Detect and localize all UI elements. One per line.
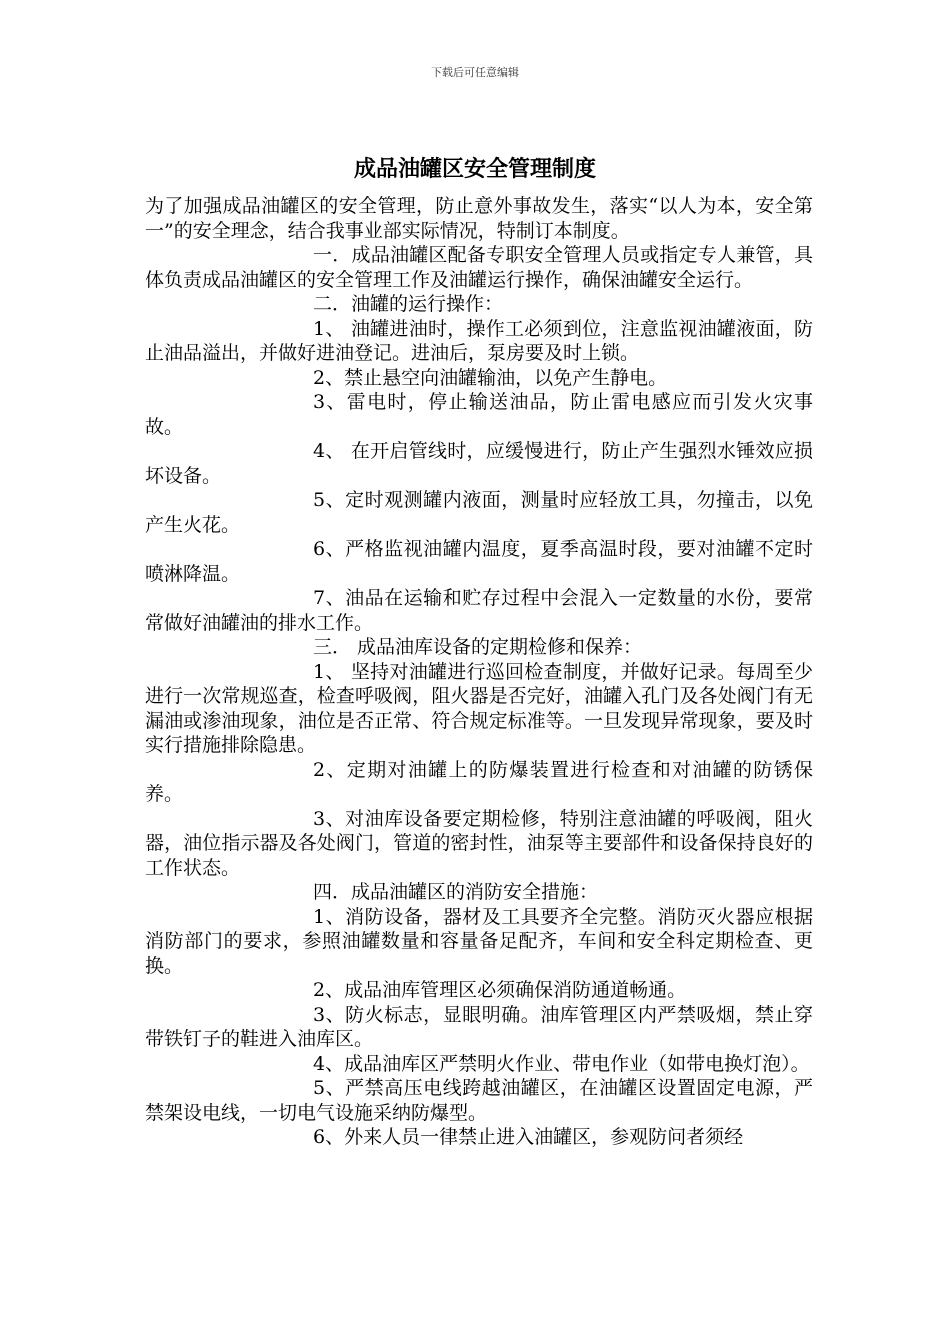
paragraph-item: 2、定期对油罐上的防爆装置进行检查和对油罐的防锈保养。 — [145, 758, 813, 805]
document-body — [145, 194, 813, 1150]
paragraph-item: 3、雷电时，停止输送油品，防止雷电感应而引发火灾事故。 — [145, 391, 813, 438]
paragraph-item: 3、对油库设备要定期检修，特别注意油罐的呼吸阀，阻火器，油位指示器及各处阀门，管道的密封性，油泵等主要部件和设备保持良好的工作状态。 — [145, 807, 813, 879]
paragraph-item: 1、消防设备，器材及工具要齐全完整。消防灭火器应根据消防部门的要求，参照油罐数量和容量备足配齐，车间和安全科定期检查、更换。 — [145, 905, 813, 977]
paragraph-item: 4、 在开启管线时，应缓慢进行，防止产生强烈水锤效应损坏设备。 — [145, 440, 813, 487]
paragraph-section-1: 一．成品油罐区配备专职安全管理人员或指定专人兼管，具体负责成品油罐区的安全管理工作及油罐运行操作，确保油罐安全运行。 — [145, 244, 813, 291]
paragraph-item: 3、防火标志，显眼明确。油库管理区内严禁吸烟，禁止穿带铁钉子的鞋进入油库区。 — [145, 1003, 813, 1050]
paragraph-intro: 为了加强成品油罐区的安全管理，防止意外事故发生，落实“以人为本，安全第一”的安全理念，结合我事业部实际情况，特制订本制度。 — [145, 195, 813, 242]
paragraph-item: 6、外来人员一律禁止进入油罐区，参观防问者须经 — [313, 1126, 744, 1148]
paragraph-item: 5、严禁高压电线跨越油罐区，在油罐区设置固定电源，严禁架设电线，一切电气设施采纳防爆型。 — [145, 1077, 813, 1124]
paragraph-item: 7、油品在运输和贮存过程中会混入一定数量的水份，要常常做好油罐油的排水工作。 — [145, 587, 813, 634]
header-note: 下载后可任意编辑 — [431, 66, 519, 79]
paragraph-item: 5、定时观测罐内液面，测量时应轻放工具，勿撞击，以免产生火花。 — [145, 489, 813, 536]
document-title: 成品油罐区安全管理制度 — [353, 156, 596, 182]
paragraph-section-2-heading: 二．油罐的运行操作： — [313, 293, 504, 315]
paragraph-item: 6、严格监视油罐内温度，夏季高温时段，要对油罐不定时喷淋降温。 — [145, 538, 813, 585]
paragraph-item: 2、成品油库管理区必须确保消防通道畅通。 — [313, 979, 687, 1001]
paragraph-item: 1、 坚持对油罐进行巡回检查制度，并做好记录。每周至少进行一次常规巡查，检查呼吸阀，阻火器是否完好，油罐入孔门及各处阀门有无漏油或渗油现象，油位是否正常、符合规定标准等。一旦发现异常现象，要及时实行措施排除隐患。 — [145, 660, 813, 756]
paragraph-item: 4、成品油库区严禁明火作业、带电作业（如带电换灯泡）。 — [313, 1052, 810, 1075]
paragraph-section-3-heading: 三． 成品油库设备的定期检修和保养： — [313, 636, 643, 658]
paragraph-item: 2、禁止悬空向油罐输油，以免产生静电。 — [313, 366, 668, 389]
paragraph-item: 1、 油罐进油时，操作工必须到位，注意监视油罐液面，防止油品溢出，并做好进油登记。进油后，泵房要及时上锁。 — [145, 317, 813, 364]
paragraph-section-4-heading: 四．成品油罐区的消防安全措施： — [313, 881, 599, 903]
